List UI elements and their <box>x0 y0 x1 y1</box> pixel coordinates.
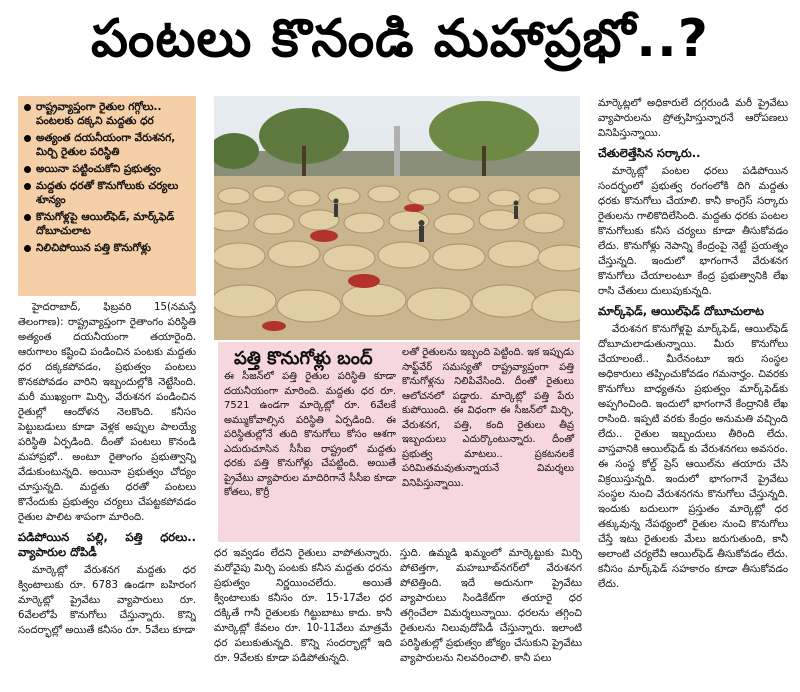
bullet-icon <box>24 104 31 111</box>
article-paragraph: ధర ఇవ్వడం లేదని రైతులు వాపోతున్నారు. మరోవైపు మిర్చి పంటకు కనీస మద్దతు ధరను ప్రభుత్వం నిర్ణయించలేదు. అయితే క్వింటాలుకు కనీసం రూ. 15-17వేల ధర దక్కితే గానీ రైతులకు గిట్టుబాటు కాదు. కానీ మార్కెట్లో కేవలం రూ. 10-11వేలు మాత్రమే ధర పలుకుతున్నది. కొన్ని సందర్భాల్లో ఇది రూ. 9వేలకు కూడా పడిపోతున్నది. <box>214 548 392 664</box>
headline: పంటలు కొనండి మహాప్రభో..? <box>91 8 709 69</box>
article-column-4 <box>598 96 788 692</box>
article-paragraph: వేరుశనగ కొనుగోళ్లపై మార్క్‌ఫెడ్, ఆయిల్‌ఫెడ్ దోబూచులాడుతున్నాయి. మీరు కొనుగోలు చేయాలంటే.. మీరేనంటూ ఇరు సంస్థల అధికారులు తప్పించుకోవడం గమనార్హం. చివరకు కొనుగోలు బాధ్యతను ప్రభుత్వం మార్క్‌ఫెడ్‌కు అప్పగించింది. ఇందులో భాగంగానే కేంద్రానికి లేఖ రాసింది. ఇప్పటి వరకు కేంద్రం అనుమతి వచ్చింది లేదు.. రైతుల ఇబ్బందులు తీరింది లేదు. వాస్తవానికి ఆయిల్‌ఫెడ్ కు వేరుశనగలు అవసరం. ఈ సంస్థ కోల్డ్ ప్రెస్ ఆయిల్‌ను తయారు చేసి విక్రయిస్తున్నది. ఇందులో భాగంగానే ప్రైవేటు సంస్థల నుంచి వేరుశనగను కొనుగోలు చేస్తున్నది. ఇందుకు బదులుగా ప్రస్తుతం మార్కెట్లో ధర తక్కువున్న నేపథ్యంలో రైతుల నుంచి కొనుగోలు చేస్తే ఇటు రైతులకు మేలు జరుగుతుంది, కానీ అలాంటి చర్యలేవీ ఆయిల్‌ఫెడ్ తీసుకోవడం లేదు. కనీసం మార్క్‌ఫెడ్ సహకారం కూడా తీసుకోవడం లేదు. <box>598 324 788 590</box>
bullet-icon <box>24 135 31 142</box>
box-column-right: లతో రైతులను ఇబ్బంది పెట్టింది. ఇక ఇప్పుడు సాఫ్ట్‌వేర్ సమస్యతో రాష్ట్రవ్యాప్తంగా పత్తి కొనుగోళ్లను నిలిపివేసింది. దీంతో రైతులు ఆలోచనలో పడ్డారు. మార్కెట్లో పత్తి పేరు కుపోయింది. ఈ విధంగా ఈ సీజన్‌లో మిర్చి, వేరుశనగ, పత్తి, కంది రైతులు తీవ్ర ఇబ్బందులు ఎదుర్కొంటున్నారు. దీంతో ప్రభుత్వ మాటలు.. ప్రకటనలకే పరిమితమవుతున్నాయనే విమర్శలు వినిపిస్తున్నాయి. <box>402 347 574 489</box>
highlight-item: మద్దతు ధరతో కొనుగోలుకు చర్యలు శూన్యం <box>24 179 190 207</box>
bullet-icon <box>24 245 31 252</box>
subheading: మార్క్‌ఫెడ్, ఆయిల్‌ఫెడ్ దోబూచులాట <box>598 304 764 318</box>
highlight-item: నిలిచిపోయిన పత్తి కొనుగోళ్లు <box>24 241 190 255</box>
article-column-2 <box>214 546 392 692</box>
article-paragraph: మార్కెట్లో పంటల ధరలు పడిపోయిన సందర్భంలో ప్రభుత్వ రంగంలోకి దిగి మద్దతు ధరకు కొనుగోలు చేయాలి. కానీ కాంగ్రెస్ సర్కారు రైతులను గాలికొదిలేసింది. మద్దతు ధరకు పంటల కొనుగోలుకు కనీస చర్యలు కూడా తీసుకోవడం లేదు. కొనుగోళ్లు నెపాన్ని కేంద్రంపై నెట్టే ప్రయత్నం చేస్తున్నది. ఇందులో భాగంగానే వేరుశనగ కొనుగోలు చేయాలంటూ కేంద్ర ప్రభుత్వానికి లేఖ రాసి చేతులు దులుపుకున్నది. <box>598 166 788 297</box>
article-paragraph: మార్కెట్లో వేరుశనగ మద్దతు ధర క్వింటాలుకు రూ. 6783 ఉండగా బహిరంగ మార్కెట్లో ప్రైవేటు వ్యాపారులు రూ. 6వేలలోపే కొనుగోలు చేస్తున్నారు. కొన్ని సందర్భాల్లో అయితే కనీసం రూ. 5వేలు కూడా <box>18 565 196 636</box>
bullet-icon <box>24 166 31 173</box>
highlight-item: అత్యంత దయనీయంగా వేరుశనగ, మిర్చి రైతుల పరిస్థితి <box>24 131 190 159</box>
highlights-box <box>18 96 196 296</box>
subheading: చేతులెత్తేసిన సర్కారు.. <box>598 146 701 160</box>
bullet-icon <box>24 214 31 221</box>
highlight-item: అయినా పట్టించుకోని ప్రభుత్వం <box>24 162 190 176</box>
article-paragraph: స్తుది. ఉమ్మడి ఖమ్మంలో మార్కెట్టుకు మిర్చి పోటెత్తగా, మహబూబ్‌నగర్‌లో వేరుశనగ పోటెత్తింది. ఇదే అదునుగా ప్రైవేటు వ్యాపారులు సిండికేట్‌గా తయారై ధర తగ్గించేలా విమర్శలున్నాయి. ధరలను తగ్గించి రైతులను నిలువుదోపిడీ చేస్తున్నారు. ఇలాంటి పరిస్థితుల్లో ప్రభుత్వం జోక్యం చేసుకుని ప్రైవేటు వ్యాపారులను నిలవరించాలి. కానీ పలు <box>400 548 582 664</box>
market-yard-photo <box>214 96 580 340</box>
subheading: పడిపోయిన పల్లి, పత్తి ధరలు.. వ్యాపారుల దోపిడీ <box>18 530 196 559</box>
box-column-left: ఈ సీజన్‌లో పత్తి రైతుల పరిస్థితి కూడా దయనీయంగా మారింది. మద్దతు ధర రూ. 7521 ఉండగా మార్కెట్లో రూ. 6వేలకే అమ్ముకోవాల్సిన పరిస్థితి ఏర్పడింది. ఈ పరిస్థితుల్లోనే తుది కొనుగోలు కోసం ఆశగా ఎదురుచూసిన సీసీఐ రాష్ట్రంలో మద్దతు ధరకు పత్తి కొనుగోళ్లు చేపట్టింది. అయితే ప్రైవేటు వ్యాపారుల మాదిరిగానే సీసీఐ కూడా కోతలు, కొర్రీ <box>224 371 396 498</box>
article-paragraph: మార్కెట్లలో అధికారులే దగ్గరుండి మరీ ప్రైవేటు వ్యాపారులను ప్రోత్సహిస్తున్నారనే ఆరోపణలు వినిపిస్తున్నాయి. <box>598 98 788 139</box>
article-paragraph: హైదరాబాద్, ఫిబ్రవరి 15(నమస్తే తెలంగాణ): రాష్ట్రవ్యాప్తంగా రైతాంగం పరిస్థితి అత్యంత దయనీయంగా తయారైంది. ఆరుగాలం కష్టించి పండించిన పంటకు మద్దతు ధర దక్కకపోవడం, ప్రభుత్వం పంటలు కొనకపోవడం వారిని ఇబ్బందుల్లోకి నెట్టేసింది. మరీ ముఖ్యంగా మిర్చి, వేరుశనగ పండించిన రైతుల్లో ఆందోళన నెలకొంది. కనీసం పెట్టుబడులు కూడా వెళ్లక అప్పుల పాలయ్యే పరిస్థితి ఏర్పడింది. దీంతో పంటలు కొనండి మహాప్రభో.. అంటూ రైతాంగం ప్రభుత్వాన్ని వేడుకుంటున్నది. అయినా ప్రభుత్వం చోద్యం చూస్తున్నది. మద్దతు ధరతో పంటలు కొనేందుకు ప్రభుత్వం చర్యలు చేపట్టకపోవడం రైతుల పాలిట శాపంగా మారింది. <box>18 302 196 523</box>
highlight-item: రాష్ట్రవ్యాప్తంగా రైతుల గగ్గోలు.. పంటలకు దక్కని మద్దతు ధర <box>24 100 190 128</box>
box-title: పత్తి కొనుగోళ్లు బంద్ <box>234 348 373 369</box>
sacks-illustration <box>214 96 580 340</box>
bullet-icon <box>24 183 31 190</box>
highlight-item: కొనుగోళ్లపై ఆయిల్‌ఫెడ్, మార్క్‌ఫెడ్ దోబూచులాట <box>24 210 190 238</box>
article-column-3 <box>400 546 582 692</box>
article-column-1 <box>18 300 196 692</box>
cotton-purchase-box <box>218 342 580 542</box>
